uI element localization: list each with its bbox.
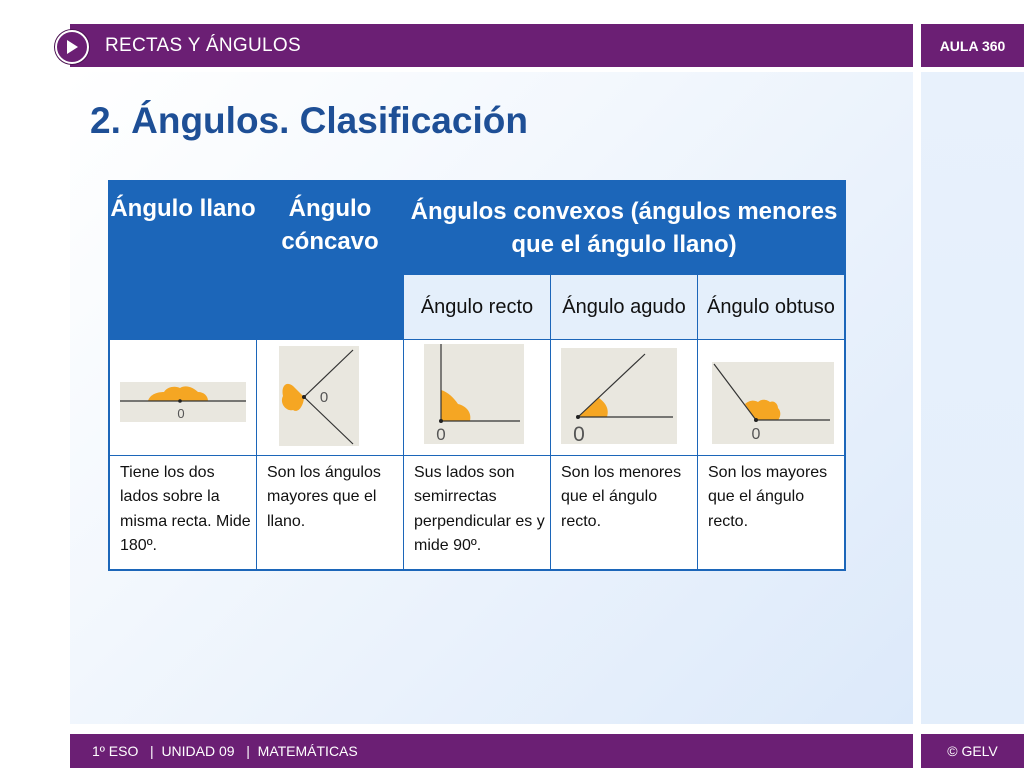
description-concavo: Son los ángulos mayores que el llano. — [257, 455, 404, 570]
concave-angle-figure — [257, 340, 403, 450]
header-angulo-llano: Ángulo llano — [109, 181, 257, 339]
description-llano: Tiene los dos lados sobre la misma recta. Mide 180º. — [109, 455, 257, 570]
obtuse-angle-figure — [698, 340, 844, 450]
footer-course-info: 1º ESO | UNIDAD 09 | MATEMÁTICAS — [92, 743, 358, 759]
subheader-angulo-agudo: Ángulo agudo — [551, 274, 698, 339]
figure-cell-agudo — [551, 339, 698, 455]
description-recto: Sus lados son semirrectas perpendicular es y mide 90º. — [404, 455, 551, 570]
vertex-label: 0 — [573, 422, 585, 446]
play-icon — [65, 39, 79, 55]
header-angulos-convexos: Ángulos convexos (ángulos menores que el ángulo llano) — [404, 181, 846, 274]
description-obtuso: Son los mayores que el ángulo recto. — [698, 455, 846, 570]
page-title: 2. Ángulos. Clasificación — [90, 100, 528, 141]
brand-label: AULA 360 — [921, 24, 1024, 67]
section-title: RECTAS Y ÁNGULOS — [105, 35, 301, 56]
acute-angle-figure — [551, 340, 697, 450]
left-strip — [0, 0, 70, 768]
footer-bar — [70, 734, 913, 768]
footer-copyright: © GELV — [921, 734, 1024, 768]
angle-classification-table — [108, 180, 846, 571]
right-angle-figure — [404, 340, 550, 450]
figure-cell-obtuso — [698, 339, 846, 455]
right-panel — [921, 72, 1024, 724]
subheader-angulo-recto: Ángulo recto — [404, 274, 551, 339]
straight-angle-figure — [110, 340, 256, 450]
figure-cell-concavo — [257, 339, 404, 455]
vertex-label: 0 — [177, 405, 185, 421]
vertex-label: 0 — [751, 425, 761, 443]
header-angulo-concavo: Ángulo cóncavo — [257, 181, 404, 339]
vertex-label: 0 — [319, 388, 329, 406]
subheader-angulo-obtuso: Ángulo obtuso — [698, 274, 846, 339]
description-agudo: Son los menores que el ángulo recto. — [551, 455, 698, 570]
figure-cell-llano — [109, 339, 257, 455]
play-button[interactable] — [55, 30, 89, 64]
vertex-label: 0 — [436, 424, 446, 444]
figure-cell-recto — [404, 339, 551, 455]
